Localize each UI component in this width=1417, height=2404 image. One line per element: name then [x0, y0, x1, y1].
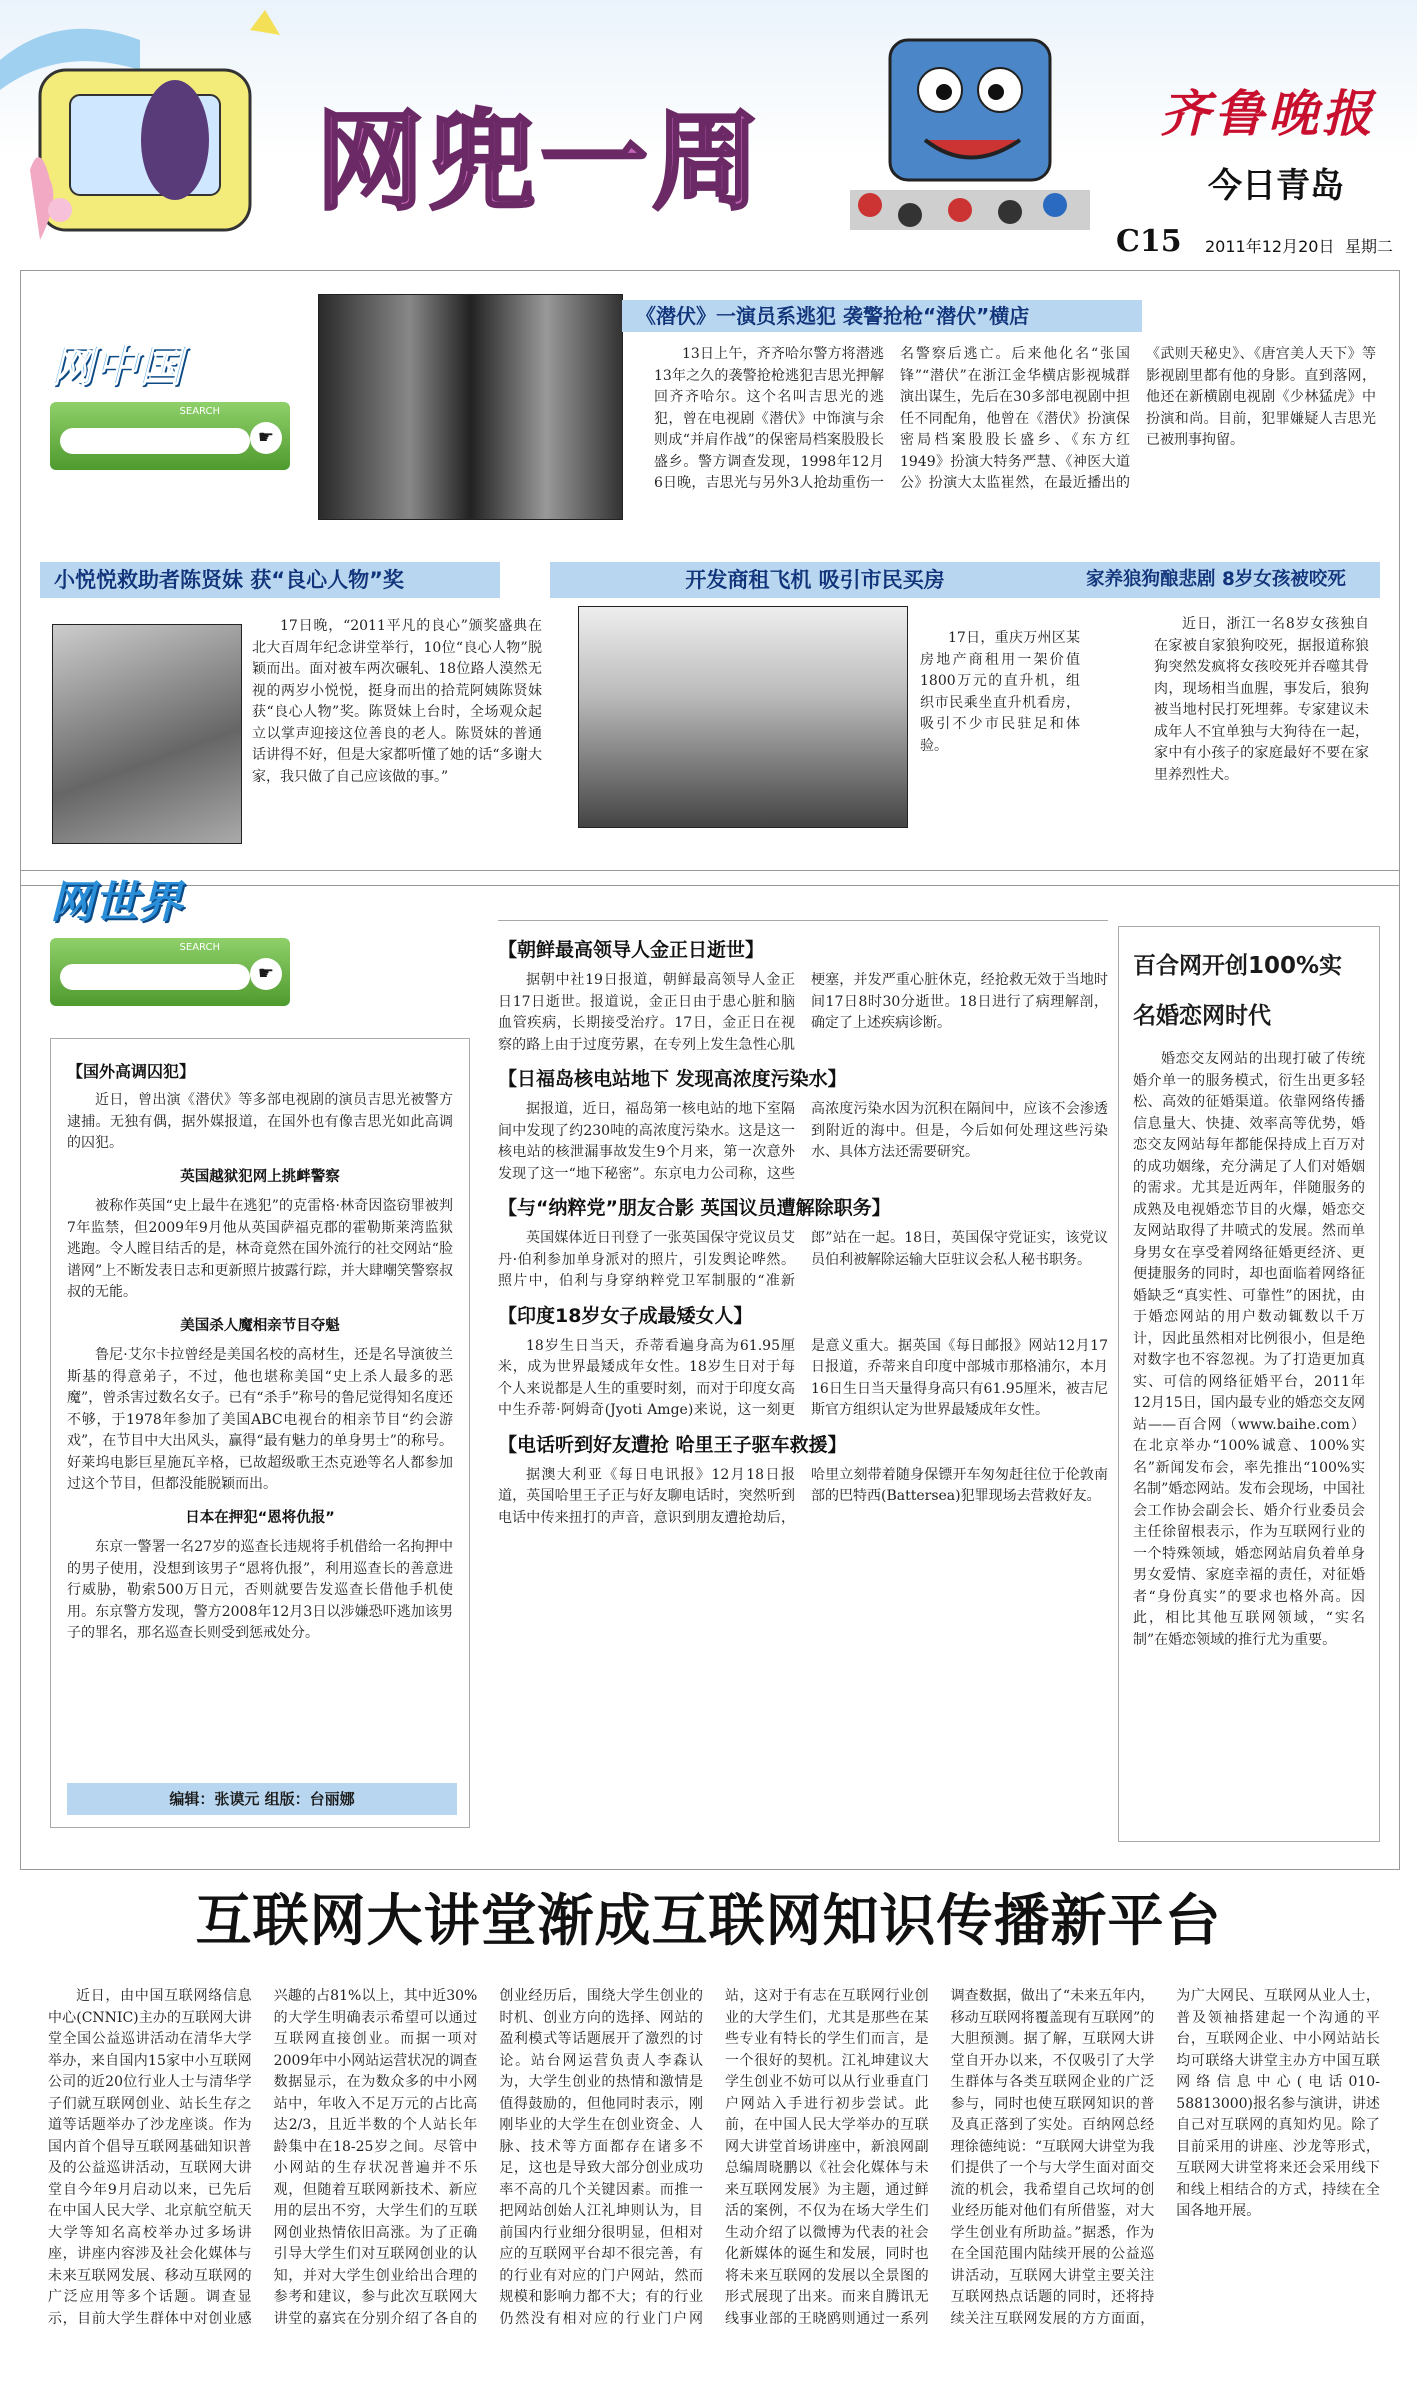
sidebar-sub1: 英国越狱犯网上挑衅警察: [180, 1168, 340, 1185]
sidebar-heading: 【国外高调囚犯】: [67, 1062, 196, 1081]
awardee-photo: [52, 624, 242, 844]
story3-text: 17日，重庆万州区某房地产商租用一架价值1800万元的直升机，组织市民乘坐直升机看房，吸引不少市民驻足和体验。: [920, 630, 1080, 754]
edition-name: 今日青岛: [1208, 166, 1344, 206]
news2-text: 据报道，近日，福岛第一核电站的地下室隔间中发现了约230吨的高浓度污染水。这是这一核电站的核泄漏事故发生9个月来，第一次意外发现了这一“地下秘密”。东京电力公司称，这些高浓度污染水因为沉积在隔间中，应该不会渗透到附近的海中。但是，今后如何处理这些污染水、具体方法还需要研究。: [498, 1101, 1108, 1182]
issue-weekday: 星期二: [1345, 237, 1394, 256]
feature-headline: 互联网大讲堂渐成互联网知识传播新平台: [195, 1889, 1222, 1954]
news5-title: 【电话听到好友遭抢 哈里王子驱车救援】: [498, 1433, 847, 1456]
story2-text: 17日晚，“2011平凡的良心”颁奖盛典在北大百周年纪念讲堂举行，10位“良心人物”脱颖而出。面对被车两次碾轧、18位路人漠然无视的两岁小悦悦，挺身而出的拾荒阿姨陈贤妹获“良心人物”奖。陈贤妹上台时，全场观众起立以掌声迎接这位善良的老人。陈贤妹的普通话讲得不好，但是大家都听懂了她的话“多谢大家，我只做了自己应该做的事。”: [252, 618, 542, 785]
story2-title: 小悦悦救助者陈贤妹 获“良心人物”奖: [40, 562, 500, 598]
news2-body: [498, 1099, 1108, 1185]
china-search-input[interactable]: [60, 428, 250, 454]
china-logo-text: 网中国: [50, 341, 182, 392]
editor-credit: 编辑：张谟元 组版：台丽娜: [67, 1783, 457, 1815]
story4-body: [1154, 614, 1369, 786]
news2: [498, 1064, 1108, 1185]
story4-text: 近日，浙江一名8岁女孩独自在家被自家狼狗咬死，据报道称狼狗突然发疯将女孩咬死并吞噬其骨肉，现场相当血腥，事发后，狼狗被当地村民打死埋葬。专家建议未成年人不宜单独与大狗待在一起，家中有小孩子的家庭最好不要在家里养烈性犬。: [1154, 616, 1369, 783]
fugitive-photo: [318, 294, 623, 520]
story3-title: 开发商租飞机 吸引市民买房: [550, 562, 1080, 598]
issue-date: 2011年12月20日: [1205, 237, 1335, 256]
story2-body: [252, 616, 542, 788]
mascot-illustration: [830, 0, 1130, 262]
world-logo-text: 网世界: [50, 877, 182, 928]
right-feature: [1118, 926, 1380, 1842]
section-title: 网兜一周: [316, 100, 765, 225]
news4-body: [498, 1336, 1108, 1422]
china-search-box[interactable]: [50, 402, 290, 470]
sidebar-intro: 近日，曾出演《潜伏》等多部电视剧的演员吉思光被警方逮捕。无独有偶，据外媒报道，在国外也有像吉思光如此高调的囚犯。: [67, 1092, 453, 1151]
page-number: C15: [1116, 224, 1182, 259]
news3-title: 【与“纳粹党”朋友合影 英国议员遭解除职务】: [498, 1197, 891, 1219]
news2-title: 【日福岛核电站地下 发现高浓度污染水】: [498, 1068, 847, 1090]
search-cursor-icon[interactable]: ☛: [250, 958, 282, 990]
news4-title: 【印度18岁女子成最矮女人】: [498, 1304, 753, 1327]
news5-body: [498, 1465, 1108, 1530]
world-news-column: [498, 920, 1108, 1820]
story1-title: 《潜伏》一演员系逃犯 袭警抢枪“潜伏”横店: [622, 300, 1142, 332]
news1: [498, 935, 1108, 1056]
story3: [550, 562, 1080, 754]
sidebar-sub3: 日本在押犯“恩将仇报”: [185, 1509, 335, 1526]
world-search-input[interactable]: [60, 964, 250, 990]
story3-body: [920, 628, 1080, 757]
story4-title: 家养狼狗酿悲剧 8岁女孩被咬死: [1080, 562, 1380, 598]
china-logo: [50, 330, 290, 460]
right-feature-text: 婚恋交友网站的出现打破了传统婚介单一的服务模式，衍生出更多轻松、高效的征婚渠道。依靠网络传播信息量大、快捷、效率高等优势，婚恋交友网站每年都能保持成上百万对的成功姻缘，充分满足了人们对婚姻的需求。尤其是近两年，伴随服务的成熟及电视婚恋节目的火爆，婚恋交友网站取得了井喷式的发展。然而单身男女在享受着网络征婚更经济、更便捷服务的同时，却也面临着网络征婚缺乏“真实性、可靠性”的困扰，由于婚恋网站的用户数动辄数以千万计，因此虽然相对比例很小，但是绝对数字也不容忽视。为了打造更加真实、可信的网络征婚平台，2011年12月15日，国内最专业的婚恋交友网站——百合网（www.baihe.com）在北京举办“100%诚意、100%实名”新闻发布会，率先推出“100%实名制”婚恋网站。发布会现场，中国社会工作协会副会长、婚介行业委员会主任徐留根表示，作为互联网行业的一个特殊领域，婚恋网站肩负着单身男女爱情、家庭幸福的责任，对征婚者“身份真实”的要求也格外高。因此，相比其他互联网领域，“实名制”在婚恋领域的推行尤为重要。: [1133, 1051, 1365, 1648]
story1-text: 13日上午，齐齐哈尔警方将潜逃13年之久的袭警抢枪逃犯吉思光押解回齐齐哈尔。这个名叫吉思光的逃犯，曾在电视剧《潜伏》中饰演与余则成“并肩作战”的保密局档案股股长盛乡。警方调查发现，1998年12月6日晚，吉思光与另外3人抢劫重伤一名警察后逃亡。后来他化名“张国锋”“潜伏”在浙江金华横店影视城群演出谋生，先后在30多部电视剧中担任不同配角，他曾在《潜伏》扮演保密局档案股股长盛乡、《东方红1949》扮演大特务严慧、《神医大道公》扮演大太监崔然，在最近播出的《武则天秘史》、《唐宫美人天下》等影视剧里都有他的身影。直到落网，他还在新横剧电视剧《少林猛虎》中扮演和尚。目前，犯罪嫌疑人吉思光已被刑事拘留。: [654, 346, 1376, 491]
news5: [498, 1430, 1108, 1530]
news3-body: [498, 1228, 1108, 1293]
world-search-label: SEARCH: [179, 942, 220, 953]
sidebar-body: [67, 1090, 453, 1645]
search-cursor-icon[interactable]: ☛: [250, 422, 282, 454]
feature-body: [48, 1986, 1380, 2392]
world-logo: [50, 866, 290, 996]
news1-title: 【朝鲜最高领导人金正日逝世】: [498, 939, 765, 961]
masthead: [0, 0, 1417, 262]
sidebar-p3: 东京一警署一名27岁的巡查长违规将手机借给一名拘押中的男子使用，没想到该男子“恩将仇报”，利用巡查长的善意进行威胁，勒索500万日元，否则就要告发巡查长借他手机使用。东京警方发现，警方2008年12月3日以涉嫌恐吓逃加该男子的罪名，那名巡查长则受到惩戒处分。: [67, 1539, 453, 1641]
paper-name: 齐鲁晚报: [1160, 84, 1376, 143]
news3-text: 英国媒体近日刊登了一张英国保守党议员艾丹·伯利参加单身派对的照片，引发舆论哗然。照片中，伯利与身穿纳粹党卫军制服的“准新郎”站在一起。18日，英国保守党证实，该党议员伯利被解除运输大臣驻议会私人秘书职务。: [498, 1230, 1108, 1289]
news4-text: 18岁生日当天，乔蒂看遍身高为61.95厘米，成为世界最矮成年女性。18岁生日对于每个人来说都是人生的重要时刻，而对于印度女高中生乔蒂·阿姆奇(Jyoti Amge)来说，这一刻更是意义重大。据英国《每日邮报》网站12月17日报道，乔蒂来自印度中部城市那格浦尔，本月16日生日当天量得身高只有61.95厘米，被吉尼斯官方组织认定为世界最矮成年女性。: [498, 1337, 1108, 1418]
story4: [1080, 562, 1380, 786]
news4: [498, 1301, 1108, 1422]
story2: [40, 562, 542, 785]
helicopter-photo: [578, 606, 908, 828]
news1-body: [498, 970, 1108, 1056]
sidebar-p1: 被称作英国“史上最牛在逃犯”的克雷格·林奇因盗窃罪被判7年监禁，但2009年9月他从英国萨福克郡的霍勒斯莱湾监狱逃跑。令人瞠目结舌的是，林奇竟然在国外流行的社交网站“脸谱网”上不断发表日志和更新照片披露行踪，并大肆嘲笑警察叔叔的无能。: [67, 1198, 453, 1300]
story1-body: [654, 344, 1376, 495]
cartoon-illustration-left: [0, 0, 320, 262]
sidebar-sub2: 美国杀人魔相亲节目夺魁: [180, 1317, 340, 1334]
right-feature-title: 百合网开创100%实名婚恋网时代: [1133, 953, 1343, 1029]
feature-text: 近日，由中国互联网络信息中心(CNNIC)主办的互联网大讲堂全国公益巡讲活动在清华大学举办，来自国内15家中小互联网公司的近20位行业人士与清华学子们就互联网创业、站长生存之道等话题举办了沙龙座谈。作为国内首个倡导互联网基础知识普及的公益巡讲活动，互联网大讲堂自今年9月启动以来，已先后在中国人民大学、北京航空航天大学等知名高校举办过多场讲座，讲座内容涉及社会化媒体与未来互联网发展、移动互联网的广泛应用等多个话题。调查显示，目前大学生群体中对创业感兴趣的占81%以上，其中近30%的大学生明确表示希望可以通过互联网直接创业。而据一项对2009年中小网站运营状况的调查数据显示，在为数众多的中小网站中，年收入不足万元的占比高达2/3，且近半数的个人站长年龄集中在18-25岁之间。尽管中小网站的生存状况普遍并不乐观，但随着互联网新技术、新应用的层出不穷，大学生们的互联网创业热情依旧高涨。为了正确引导大学生们对互联网创业的认知，并对大学生创业给出合理的参考和建议，参与此次互联网大讲堂的嘉宾在分别介绍了各自的创业经历后，围绕大学生创业的时机、创业方向的选择、网站的盈利模式等话题展开了激烈的讨论。站台网运营负责人李森认为，大学生创业的热情和激情是值得鼓励的，但他同时表示，刚刚毕业的大学生在创业资金、人脉、技术等方面都存在诸多不足，这也是导致大部分创业成功率不高的几个关键因素。而推一把网站创始人江礼坤则认为，目前国内行业细分很明显，但相对应的互联网平台却不很完善，有的行业有对应的门户网站，然而规模和影响力都不大；有的行业仍然没有相对应的行业门户网站，这对于有志在互联网行业创业的大学生们，尤其是那些在某些专业有特长的学生们而言，是一个很好的契机。江礼坤建议大学生创业不妨可以从行业垂直门户网站入手进行初步尝试。此前，在中国人民大学举办的互联网大讲堂首场讲座中，新浪网副总编周晓鹏以《社会化媒体与未来互联网发展》为主题，通过鲜活的案例，不仅为在场大学生们生动介绍了以微博为代表的社会化新媒体的诞生和发展，同时也将未来互联网的发展以全景图的形式展现了出来。而来自腾讯无线事业部的王晓鸥则通过一系列调查数据，做出了“未来五年内，移动互联网将覆盖现有互联网”的大胆预测。据了解，互联网大讲堂自开办以来，不仅吸引了大学生群体与各类互联网企业的广泛参与，同时也使互联网知识的普及真正落到了实处。百纳网总经理徐德纯说：“互联网大讲堂为我们提供了一个与大学生面对面交流的机会，我希望自己坎坷的创业经历能对他们有所借鉴，对大学生创业有所助益。”据悉，作为在全国范围内陆续开展的公益巡讲活动，互联网大讲堂主要关注互联网热点话题的同时，还将持续关注互联网发展的方方面面，为广大网民、互联网从业人士，普及领袖搭建起一个沟通的平台，互联网企业、中小网站站长均可联络大讲堂主办方中国互联网络信息中心(电话010-58813000)报名参与演讲，讲述自己对互联网的真知灼见。除了目前采用的讲座、沙龙等形式，互联网大讲堂将来还会采用线下和线上相结合的方式，持续在全国各地开展。: [48, 1988, 1380, 2327]
sidebar-p2: 鲁尼·艾尔卡拉曾经是美国名校的高材生，还是名导演彼兰斯基的得意弟子，不过，他也堪称美国“史上杀人最多的恶魔”，曾杀害过数名女子。已有“杀手”称号的鲁尼觉得知名度还不够，于1978年参加了美国ABC电视台的相亲节目“约会游戏”，在节目中大出风头，赢得“最有魅力的单身男士”的称号。好莱坞电影巨星施瓦辛格，已故超级歌王杰克逊等名人都参加过这个节目，但都没能脱颖而出。: [67, 1347, 453, 1492]
news1-text: 据朝中社19日报道，朝鲜最高领导人金正日17日逝世。报道说，金正日由于患心脏和脑血管疾病，长期接受治疗。17日，金正日在视察的路上由于过度劳累，在专列上发生急性心肌梗塞，并发严重心脏休克，经抢救无效于当地时间17日8时30分逝世。18日进行了病理解剖，确定了上述疾病诊断。: [498, 972, 1108, 1053]
world-search-box[interactable]: [50, 938, 290, 1006]
right-feature-body: [1133, 1049, 1365, 1651]
news5-text: 据澳大利亚《每日电讯报》12月18日报道，英国哈里王子正与好友聊电话时，突然听到电话中传来扭打的声音，意识到朋友遭抢劫后，哈里立刻带着随身保镖开车匆匆赶往位于伦敦南部的巴特西(Battersea)犯罪现场去营救好友。: [498, 1466, 1108, 1526]
china-search-label: SEARCH: [179, 406, 220, 417]
world-sidebar: [50, 1038, 470, 1828]
news3: [498, 1193, 1108, 1293]
story1: [622, 300, 1382, 495]
